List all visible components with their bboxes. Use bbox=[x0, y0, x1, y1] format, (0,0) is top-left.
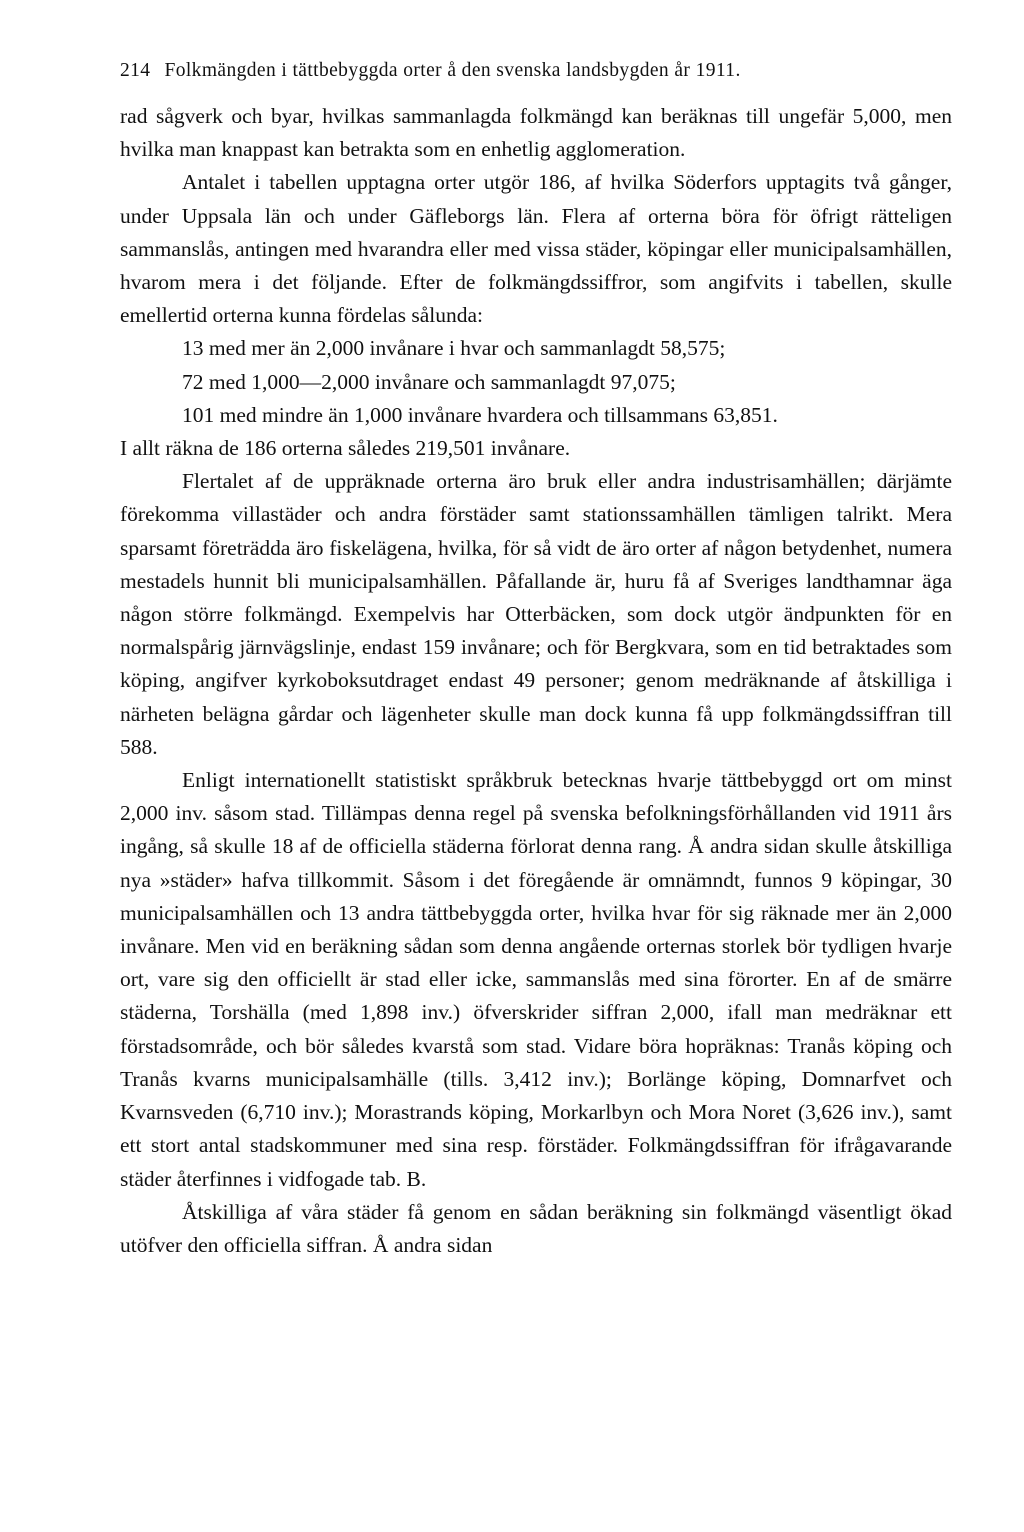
list-item-1000-2000: 72 med 1,000—2,000 invånare och sammanlagdt 97,075; bbox=[182, 369, 676, 394]
list-item-over-2000: 13 med mer än 2,000 invånare i hvar och sammanlagdt 58,575; bbox=[182, 336, 726, 361]
paragraph-total: I allt räkna de 186 orterna således 219,501 invånare. bbox=[120, 436, 571, 461]
paragraph-town-count: Antalet i tabellen upptagna orter utgör 186, af hvilka Söderfors upptagits två gånger, under Uppsala län och under Gäfleborgs län. Flera af orterna böra för öfrigt rätteligen sammanslås, antingen med hvarandra eller med vissa städer, köpingar eller municipalsamhällen, hvarom mera i det följande. Efter de folkmängdssiffror, som angifvits i tabellen, skulle emellertid orterna kunna fördelas sålunda: bbox=[120, 170, 952, 328]
list-item-under-1000: 101 med mindre än 1,000 invånare hvardera och tillsammans 63,851. bbox=[182, 402, 778, 427]
paragraph-closing: Åtskilliga af våra städer få genom en sådan beräkning sin folkmängd väsentligt ökad utöfver den officiella siffran. Å andra sidan bbox=[120, 1199, 952, 1257]
paragraph-continuation: rad sågverk och byar, hvilkas sammanlagda folkmängd kan beräknas till ungefär 5,000, men hvilka man knappast kan betrakta som en enhetlig agglomeration. bbox=[120, 104, 952, 162]
paragraph-industrial-communities: Flertalet af de uppräknade orterna äro bruk eller andra industrisamhällen; därjämte förekomma villastäder och andra förstäder samt stationssamhällen tämligen talrikt. Mera sparsamt företrädda äro fiskelägena, hvilka, för så vidt de äro orter af någon betydenhet, numera mestadels hunnit bli municipalsamhällen. Påfallande är, huru få af Sveriges landthamnar äga någon större folkmängd. Exempelvis har Otterbäcken, som dock utgör ändpunkten för en normalspårig järnvägslinje, endast 159 invånare; och för Bergkvara, som en tid betraktades som köping, angifver kyrkoboksutdraget endast 49 personer; genom medräknande af åtskilliga i närheten belägna gårdar och lägenheter skulle man dock kunna få upp folkmängdssiffran till 588. bbox=[120, 469, 952, 759]
paragraph-international-definition: Enligt internationellt statistiskt språkbruk betecknas hvarje tättbebyggd ort om minst 2,000 inv. såsom stad. Tillämpas denna regel på svenska befolkningsförhållanden vid 1911 års ingång, så skulle 18 af de officiella städerna förlorat denna rang. Å andra sidan skulle åtskilliga nya »städer» hafva tillkommit. Såsom i det föregående är omnämndt, funnos 9 köpingar, 30 municipalsamhällen och 13 andra tättbebyggda orter, hvilka hvar för sig räknade mer än 2,000 invånare. Men vid en beräkning sådan som denna angående orternas storlek bör tydligen hvarje ort, vare sig den officiellt är stad eller icke, sammanslås med sina förorter. En af de smärre städerna, Torshälla (med 1,898 inv.) öfverskrider siffran 2,000, ifall man medräknar ett förstadsområde, och bör således kvarstå som stad. Vidare böra hopräknas: Tranås köping och Tranås kvarns municipalsamhälle (tills. 3,412 inv.); Borlänge köping, Domnarfvet och Kvarnsveden (6,710 inv.); Morastrands köping, Morkarlbyn och Mora Noret (3,626 inv.), samt ett stort antal stadskommuner med sina resp. förstäder. Folkmängdssiffran för ifrågavarande städer återfinnes i vidfogade tab. B. bbox=[120, 768, 952, 1191]
book-page bbox=[120, 56, 952, 1262]
body-text bbox=[120, 100, 952, 1262]
page-number: 214 bbox=[120, 60, 151, 81]
running-head bbox=[120, 56, 952, 86]
running-head-title: Folkmängden i tättbebyggda orter å den svenska landsbygden år 1911. bbox=[164, 60, 741, 81]
